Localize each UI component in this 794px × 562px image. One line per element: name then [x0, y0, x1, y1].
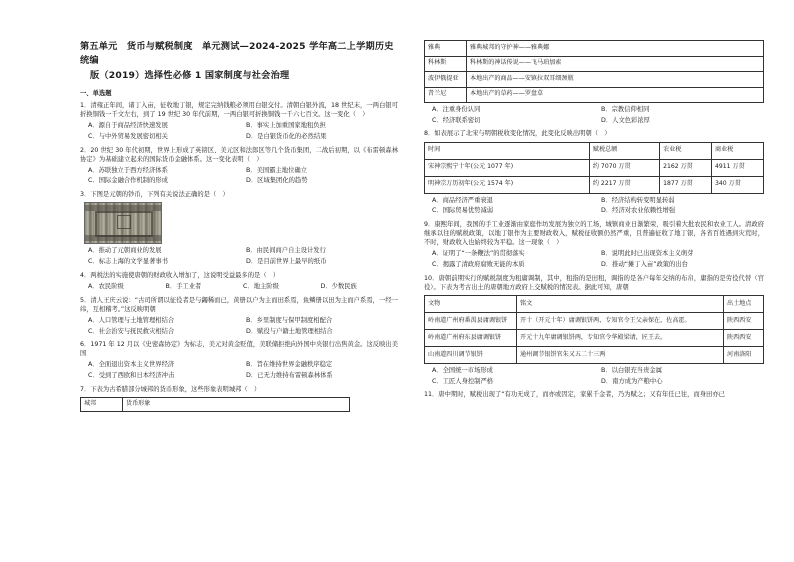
question-10-options [424, 366, 764, 387]
table-row [425, 142, 764, 159]
question-10-stem: 10．唐朝前期实行的赋税制度为租庸调制，其中，租指的是田租，调指的是各户每年交纳的布帛，庸指的是劳役代替（官役）。下表为考古出土的唐朝地方政府上交赋税的情况表。据此可知，唐朝 [424, 274, 764, 291]
question-3-stem: 3．下图是元朝的钞币，下列有关说法正确的是（ ） [80, 191, 229, 199]
question-6-stem: 6．1971 年 12 月以《史密森协定》为标志，美元对黄金贬值，美联储拒绝向外国中央银行出售黄金。这反映出美国 [80, 341, 398, 358]
section-heading: 一、单选题 [80, 89, 112, 97]
question-9-options [424, 249, 764, 270]
yuan-paper-money-image [84, 202, 162, 244]
table-cell: 约 2217 万贯 [589, 176, 659, 193]
option-b[interactable]: B．旨在维持世界金融秩序稳定 [246, 361, 333, 369]
table-cell: 科林斯的神话传说——飞马珀加索 [467, 56, 764, 72]
table-row [425, 87, 764, 103]
table-header-cell: 赋税总额 [589, 142, 659, 159]
question-9-stem: 9．康熙年间，我国的手工业逐渐由家庭作坊发展为独立的工场，城镇商业日渐繁荣，吸引着大批农民和农业工人。清政府继承以往的赋税政策，以地丁银作为主要财政收入，赋税征收额仍然严重，且普遍征收了地丁银，各省百姓遇到灾荒时，不时，财政收入也始终较为平稳。这一现象（ ） [424, 220, 764, 247]
table-cell: 通州调节银饼官朱又五二十三两 [517, 346, 724, 363]
option-c[interactable]: C．工匠人身控制严格 [432, 377, 494, 385]
option-b[interactable]: B．经济结构转变明显转弱 [601, 196, 675, 204]
option-c[interactable]: C．国际贸易优势减弱 [432, 207, 494, 215]
table-cell: 本地出产的商品——安镇拉双耳细颈瓶 [467, 72, 764, 88]
option-d[interactable]: D．赋役与户籍土地管理相结合 [246, 327, 333, 335]
table-cell: 山南道四川调节银饼 [425, 346, 517, 363]
option-d[interactable]: D．南方成为产粮中心 [601, 377, 663, 385]
question-8-options [424, 196, 764, 217]
table-cell: 波伊俄提亚 [425, 72, 467, 88]
option-a[interactable]: A．苏联独立于西方经济体系 [88, 166, 168, 174]
option-c[interactable]: C．揭露了清政府腐败无能的本质 [432, 261, 525, 269]
table-row [425, 159, 764, 176]
title-line-1: 第五单元 货币与赋税制度 单元测试—2024-2025 学年高二上学期历史统编 [80, 41, 394, 67]
option-a[interactable]: A．推动了元朝商业的发展 [88, 247, 162, 255]
table-header-cell: 货币形象 [123, 397, 350, 411]
table-cell: 陕西西安 [724, 312, 764, 329]
table-cell: 1877 万贯 [660, 176, 712, 193]
table-row [425, 56, 764, 72]
table-header-cell: 城邦 [81, 397, 123, 411]
option-d[interactable]: D．已无力维持布雷顿森林体系 [246, 372, 333, 380]
table-row [425, 41, 764, 57]
option-c[interactable]: C．经济联系密切 [432, 116, 481, 124]
table-cell: 340 万贯 [712, 176, 764, 193]
city-state-coin-table-head [80, 397, 350, 412]
table-header-cell: 文物 [425, 295, 517, 312]
question-2-options [80, 166, 398, 187]
table-row [425, 312, 764, 329]
question-6-options [80, 360, 398, 381]
title-line-2: 版（2019）选择性必修 1 国家制度与社会治理 [90, 69, 290, 81]
option-b[interactable]: B．事实上加重国家地租负担 [246, 122, 326, 130]
question-11-stem: 11．唐中期时，赋税出现了“有功无成了，而亦或因定，家累千金者，乃为赋之；又有年任已往，而身田亦已 [424, 391, 725, 399]
image-seal [117, 215, 131, 229]
option-a[interactable]: A．人口管理与土地管理相结合 [88, 316, 175, 324]
option-c[interactable]: C．与中外贸易发展密切相关 [88, 132, 168, 140]
city-state-coin-table [424, 40, 764, 103]
left-column [80, 40, 398, 412]
option-a[interactable]: A．全面退出资本主义世界经济 [88, 361, 175, 369]
option-b[interactable]: B．美国霸主地位确立 [246, 166, 307, 174]
option-d[interactable]: D．区域集团化的趋势 [246, 177, 308, 185]
option-a[interactable]: A．商品经济严重衰退 [432, 196, 493, 204]
option-a[interactable]: A．源自于商品经济快速发展 [88, 122, 168, 130]
table-cell: 昔兰尼 [425, 87, 467, 103]
table-cell: 宋神宗熙宁十年(公元 1077 年) [425, 159, 590, 176]
option-b[interactable]: B．由民间商户自主设计发行 [246, 247, 326, 255]
question-3-options [80, 246, 398, 267]
table-cell: 雅典城邦的守护神——雅典娜 [467, 41, 764, 57]
option-c[interactable]: C．标志上海的文学显著事书 [88, 258, 168, 266]
option-b[interactable]: B．宗教信仰相同 [601, 106, 650, 113]
table-cell: 河南洛阳 [724, 346, 764, 363]
table-row [425, 329, 764, 346]
table-cell: 本地出产的草药——罗盘草 [467, 87, 764, 103]
table-row [425, 176, 764, 193]
tang-silver-cake-table [424, 295, 764, 364]
exam-title [80, 40, 398, 83]
right-column [424, 40, 764, 400]
option-c[interactable]: C．国际金融合作机制的形成 [88, 177, 168, 185]
option-d[interactable]: D．是目前世界上最早的纸币 [246, 258, 327, 266]
table-cell: 开元十九年庸调银饼两，专知官令华殿梁请，匠王去。 [517, 329, 724, 346]
option-a[interactable]: A．全国统一市场形成 [432, 366, 493, 374]
option-d[interactable]: D．经济对农业依赖性增强 [601, 207, 676, 215]
option-b[interactable]: B．说明此时已出现资本主义萌芽 [601, 250, 694, 258]
table-header-cell: 铭文 [517, 295, 724, 312]
table-row [425, 346, 764, 363]
table-row [81, 397, 350, 411]
table-cell: 科林斯 [425, 56, 467, 72]
table-row [425, 295, 764, 312]
question-5-stem: 5．清人王庆云说：“古司所谓以征役者是与蠲稀而已，黄册以户为主而田系焉，鱼鳞册以田为主而户系焉，一经一纬，互相稽考。”这反映明朝 [80, 296, 398, 313]
option-c[interactable]: C．受到了西欧和日本经济冲击 [88, 372, 175, 380]
table-cell: 雅典 [425, 41, 467, 57]
table-header-cell: 时间 [425, 142, 590, 159]
tax-comparison-table [424, 142, 764, 194]
table-cell: 2162 万贯 [660, 159, 712, 176]
option-a[interactable]: A．注重身份认同 [432, 106, 481, 113]
option-b[interactable]: B．以白银充当贵金属 [601, 366, 662, 374]
table-header-cell: 商业税 [712, 142, 764, 159]
option-d[interactable]: D．人文色彩浓厚 [601, 116, 650, 124]
question-4-stem: 4．两税法的实施使唐朝的财政收入增加了，这说明受益最多的是（ ） [80, 271, 280, 279]
table-header-cell: 出土地点 [724, 295, 764, 312]
option-a[interactable]: A．农民阶级 [88, 282, 124, 290]
table-header-cell: 农业税 [660, 142, 712, 159]
option-b[interactable]: B．手工业者 [165, 282, 202, 290]
option-a[interactable]: A．证明了“一条鞭法”的贯彻落实 [432, 250, 525, 258]
table-row [425, 72, 764, 88]
option-c[interactable]: C．社会治安与抚民救灾相结合 [88, 327, 175, 335]
option-b[interactable]: B．乡里制度与保甲制度相配合 [246, 316, 333, 324]
option-d[interactable]: D．推动“摊丁入亩”政策的出台 [601, 261, 688, 269]
table-cell: 约 7070 万贯 [589, 159, 659, 176]
question-7-stem: 7．下表为古希腊部分城邦的货币形象，这些形象表明城邦（ ） [80, 385, 261, 393]
option-d[interactable]: D．少数民族 [320, 282, 357, 290]
table-cell: 岭南道广州府东县庸调银饼 [425, 329, 517, 346]
table-cell: 4911 万贯 [712, 159, 764, 176]
table-cell: 明神宗万历初年(公元 1574 年) [425, 176, 590, 193]
table-cell: 开十（开元十年）庸调银饼两，专知官令王父亲保在，佐高霍。 [517, 312, 724, 329]
option-d[interactable]: D．是白银货币化的必然结果 [246, 132, 327, 140]
question-1-options [80, 121, 398, 142]
question-7-options [424, 105, 764, 126]
question-4-options [80, 282, 398, 293]
option-c[interactable]: C．地主阶级 [243, 282, 279, 290]
question-2-stem: 2．20 世纪 30 年代初期，世界上形成了英镑区、美元区和法郎区等几个货币集团，二战后初期，以《布雷顿森林协定》为基础建立起来的国际货币金融体系。这一变化表明（ ） [80, 146, 398, 163]
question-8-stem: 8．如表展示了北宋与明朝税收变化情况，此变化反映出明朝（ ） [424, 130, 611, 138]
question-1-stem: 1．清雍正年间，诸丁入亩，征收地丁银，规定完纳钱粮必须用白银交付。清朝白银外流，18 世纪末，一两白银可折换铜钱一千文左右，到了 19 世纪 30 年代前期，一两白银可折换铜钱一千六七百文。这一变化（ ） [80, 101, 398, 118]
question-5-options [80, 316, 398, 337]
table-cell: 岭南道广州府番禺县庸调银饼 [425, 312, 517, 329]
table-cell: 陕西西安 [724, 329, 764, 346]
